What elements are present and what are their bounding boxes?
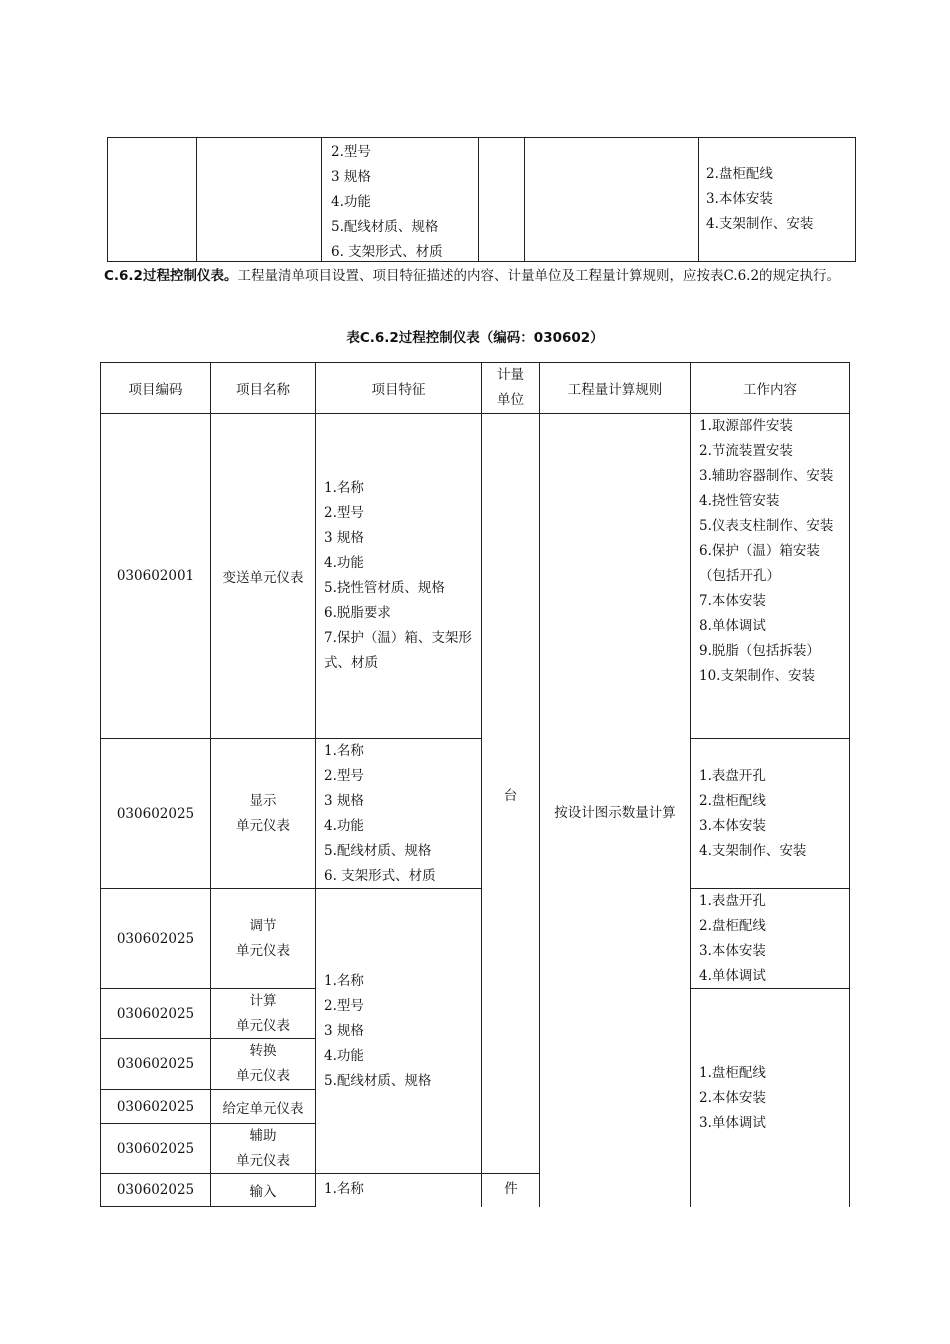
row-code: 030602025 [100,1038,211,1090]
top-work-line: 3.本体安装 [706,191,773,207]
top-feature-line: 2.型号 [331,144,371,160]
header-rule: 工程量计算规则 [539,362,691,414]
feature-group-2: 1.名称 2.型号 3 规格 4.功能 5.配线材质、规格 6. 支架形式、材质 [315,738,482,889]
feature-group-3: 1.名称 2.型号 3 规格 4.功能 5.配线材质、规格 [315,888,482,1174]
header-work: 工作内容 [690,362,850,414]
row-name: 转换 单元仪表 [210,1038,316,1090]
row-name: 辅助 单元仪表 [210,1123,316,1174]
section-heading: C.6.2过程控制仪表。 [104,268,238,284]
row-code: 030602025 [100,1123,211,1174]
work-group-3: 1.表盘开孔 2.盘柜配线 3.本体安装 4.单体调试 [690,888,850,989]
work-group-2: 1.表盘开孔 2.盘柜配线 3.本体安装 4.支架制作、安装 [690,738,850,889]
top-work-line: 4.支架制作、安装 [706,216,814,232]
feature-group-4: 1.名称 [315,1173,482,1207]
section-paragraph [104,264,856,289]
row-name: 输入 [210,1173,316,1207]
top-feature-line: 5.配线材质、规格 [331,219,439,235]
top-table-cell-feature [321,137,479,262]
row-name: 显示 单元仪表 [210,738,316,889]
row-name: 计算 单元仪表 [210,988,316,1039]
feature-group-1: 1.名称 2.型号 3 规格 4.功能 5.挠性管材质、规格 6.脱脂要求 7.保护（温）箱、支架形式、材质 [315,413,482,739]
section-body: 工程量清单项目设置、项目特征描述的内容、计量单位及工程量计算规则，应按表C.6.2的规定执行。 [237,268,841,284]
row-name: 给定单元仪表 [210,1089,316,1124]
row-code: 030602025 [100,988,211,1039]
row-name: 变送单元仪表 [210,413,316,739]
top-table-cell-work [698,137,856,262]
header-name: 项目名称 [210,362,316,414]
row-name: 调节 单元仪表 [210,888,316,989]
work-group-4: 1.盘柜配线 2.本体安装 3.单体调试 [690,988,850,1207]
top-feature-line: 3 规格 [331,169,371,185]
row-code: 030602025 [100,1173,211,1207]
table-title: 表C.6.2过程控制仪表（编码：030602） [346,330,604,346]
top-table-cell-name [196,137,322,262]
header-code: 项目编码 [100,362,211,414]
row-code: 030602001 [100,413,211,739]
top-feature-line: 6. 支架形式、材质 [331,244,443,260]
unit-last: 件 [481,1173,540,1207]
row-code: 030602025 [100,1089,211,1124]
top-feature-line: 4.功能 [331,194,371,210]
work-group-1: 1.取源部件安装 2.节流装置安装 3.辅助容器制作、安装 4.挠性管安装 5.仪表支柱制作、安装 6.保护（温）箱安装（包括开孔） 7.本体安装 8.单体调试 9.脱脂（包括拆装） 10.支架制作、安装 [690,413,850,739]
row-code: 030602025 [100,738,211,889]
top-table-cell-code [107,137,197,262]
top-work-line: 2.盘柜配线 [706,166,773,182]
rule-cell: 按设计图示数量计算 [539,413,691,1207]
header-feature: 项目特征 [315,362,482,414]
unit-main: 台 [481,413,540,1174]
row-code: 030602025 [100,888,211,989]
top-table-cell-unit [478,137,525,262]
header-unit: 计量 单位 [481,362,540,414]
top-table-cell-rule [524,137,699,262]
